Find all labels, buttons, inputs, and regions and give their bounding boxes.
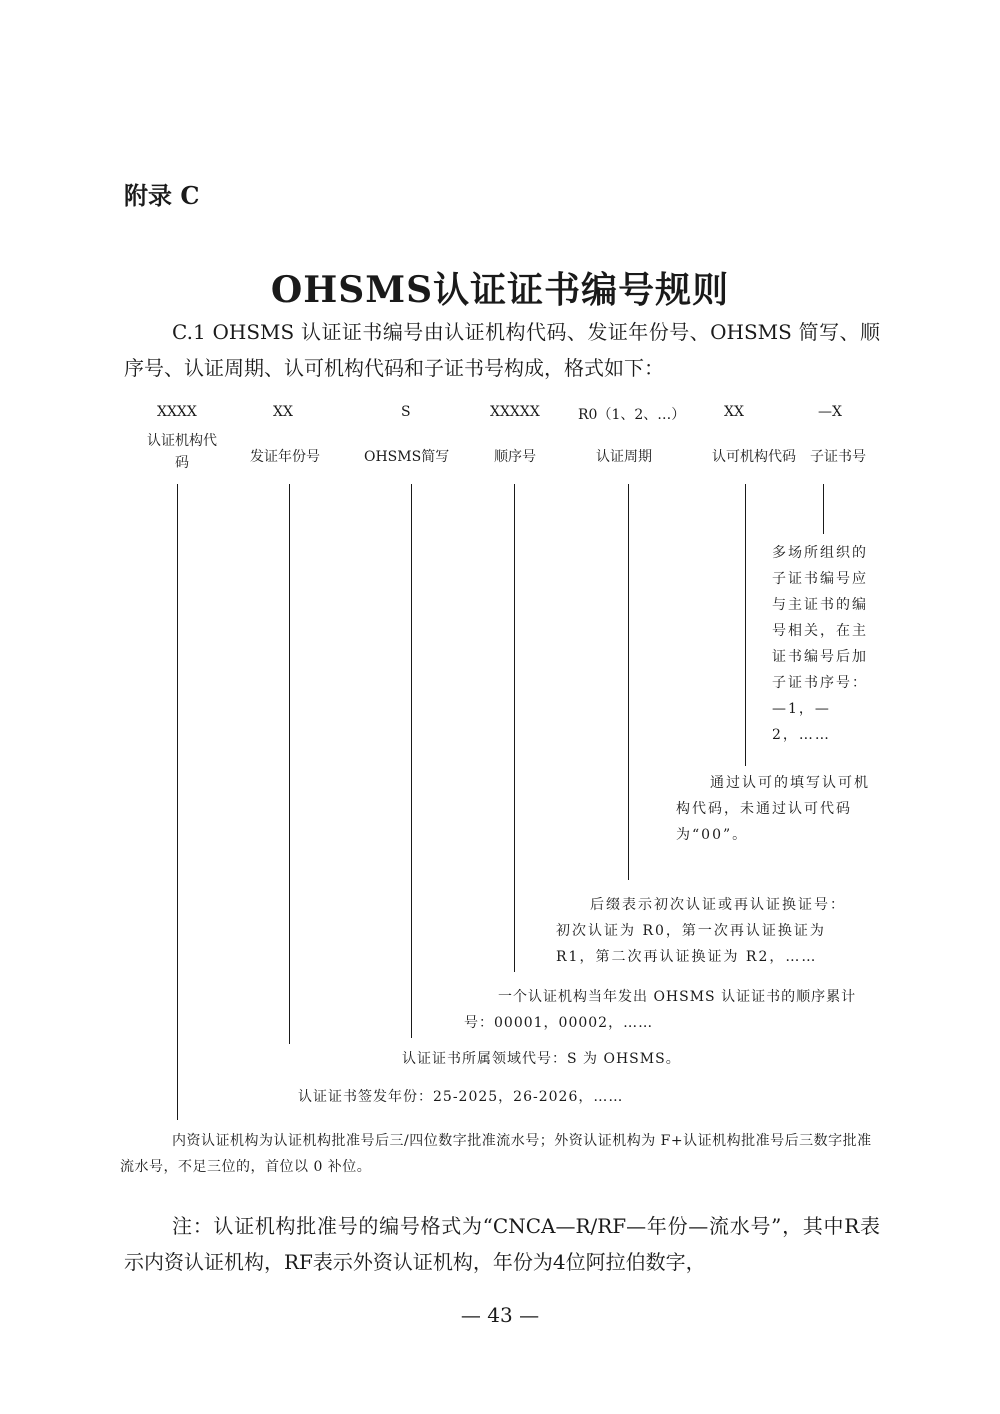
- leader-line-cycle: [628, 484, 629, 880]
- appendix-label: 附录 C: [124, 181, 200, 210]
- format-label-accreditation: 认可机构代码: [712, 449, 796, 465]
- intro-paragraph: C.1 OHSMS 认证证书编号由认证机构代码、发证年份号、OHSMS 简写、顺序号、认证周期、认可机构代码和子证书号构成，格式如下：: [124, 320, 880, 380]
- format-label-cycle: 认证周期: [596, 449, 652, 465]
- leader-line-accreditation: [745, 484, 746, 766]
- format-code-cycle: R0（1、2、…）: [578, 407, 686, 423]
- format-label-sequence: 顺序号: [494, 449, 536, 465]
- format-code-year: XX: [273, 404, 293, 420]
- format-label-agency: 认证机构代码: [147, 433, 217, 471]
- leader-line-sub-certificate: [823, 484, 824, 534]
- leader-line-domain: [411, 484, 412, 1038]
- leader-line-agency: [177, 484, 178, 1120]
- format-code-sequence: XXXXX: [490, 404, 540, 420]
- page-number: — 43 —: [460, 1303, 540, 1327]
- leader-line-sequence: [514, 484, 515, 972]
- desc-cycle: 后缀表示初次认证或再认证换证号：初次认证为 R0，第一次再认证换证为 R1，第二次再认证换证为 R2，……: [556, 897, 846, 965]
- format-label-domain: OHSMS简写: [364, 449, 450, 465]
- desc-domain: 认证证书所属领域代号：S 为 OHSMS。: [402, 1051, 681, 1067]
- note-paragraph: 注：认证机构批准号的编号格式为“CNCA—R/RF—年份—流水号”，其中R表示内资认证机构，RF表示外资认证机构，年份为4位阿拉伯数字，: [124, 1214, 880, 1274]
- page-title: OHSMS认证证书编号规则: [270, 269, 730, 311]
- desc-sequence: 一个认证机构当年发出 OHSMS 认证证书的顺序累计号：00001，00002，……: [464, 989, 857, 1031]
- format-label-sub-certificate: 子证书号: [810, 449, 866, 465]
- desc-agency: 内资认证机构为认证机构批准号后三/四位数字批准流水号；外资认证机构为 F+认证机构批准号后三数字批准流水号，不足三位的，首位以 0 补位。: [120, 1133, 872, 1175]
- desc-sub-certificate: 多场所组织的子证书编号应与主证书的编号相关，在主证书编号后加子证书序号：—1，—2，……: [772, 545, 868, 743]
- format-code-agency: XXXX: [157, 404, 197, 420]
- format-code-accreditation: XX: [724, 404, 744, 420]
- desc-year: 认证证书签发年份：25-2025，26-2026，……: [298, 1089, 624, 1105]
- format-code-sub-certificate: —X: [818, 404, 842, 420]
- format-code-domain: S: [401, 404, 411, 420]
- desc-accreditation: 通过认可的填写认可机构代码，未通过认可代码为“00”。: [676, 775, 870, 843]
- format-label-year: 发证年份号: [250, 449, 320, 465]
- leader-line-year: [289, 484, 290, 1044]
